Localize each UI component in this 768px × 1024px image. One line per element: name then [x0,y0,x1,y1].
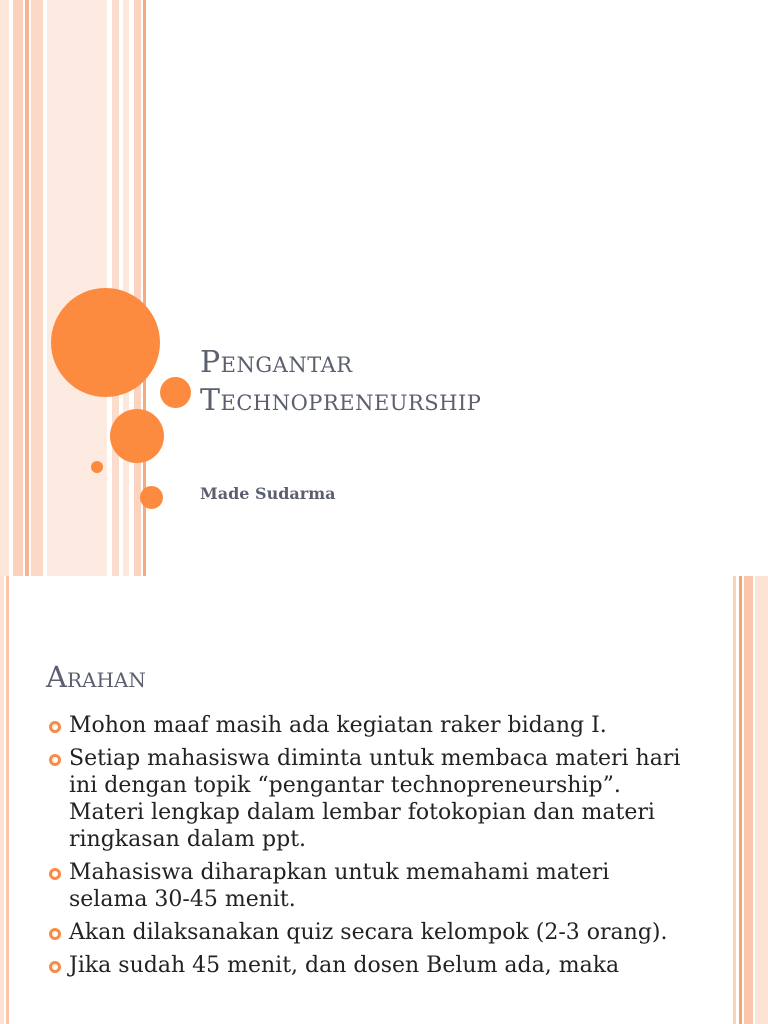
bullet-list [46,712,686,985]
bullet-text: Mohon maaf masih ada kegiatan raker bidang I. [69,713,607,738]
decorative-stripe [744,576,753,1024]
decorative-stripe [0,0,9,576]
decorative-stripe [739,576,742,1024]
author-name: Made Sudarma [200,484,336,503]
list-item [46,919,686,946]
decorative-stripe [13,0,23,576]
small-circle-decoration [140,486,163,509]
content-slide [0,576,768,1024]
title-line-2: Technopreneurship [200,383,482,418]
list-item [46,712,686,739]
bullet-circle-icon [49,721,61,733]
medium-circle-decoration [110,409,164,463]
decorative-stripe [31,0,43,576]
list-item [46,745,686,853]
bullet-circle-icon [49,754,61,766]
list-item [46,859,686,913]
decorative-stripe [25,0,29,576]
bullet-circle-icon [49,928,61,940]
decorative-stripe [134,0,141,576]
bullet-text: Setiap mahasiswa diminta untuk membaca materi hari ini dengan topik “pengantar technopreneurship”. Materi lengkap dalam lembar fotokopian dan materi ringkasan dalam ppt. [69,746,681,852]
bullet-text: Mahasiswa diharapkan untuk memahami materi selama 30-45 menit. [69,860,610,912]
small-circle-decoration [160,377,191,408]
slide-title [200,344,481,420]
bullet-text: Jika sudah 45 menit, dan dosen Belum ada, maka [69,953,620,978]
bullet-circle-icon [49,961,61,973]
decorative-stripe [0,576,4,1024]
decorative-stripe [6,576,9,1024]
bullet-circle-icon [49,868,61,880]
slide-heading: Arahan [46,660,146,694]
decorative-stripe [755,576,768,1024]
decorative-stripe [123,0,129,576]
decorative-stripe [733,576,736,1024]
large-circle-decoration [51,288,160,397]
list-item [46,952,686,979]
tiny-circle-decoration [91,461,103,473]
bullet-text: Akan dilaksanakan quiz secara kelompok (2-3 orang). [69,920,668,945]
title-line-1: Pengantar [200,345,353,380]
